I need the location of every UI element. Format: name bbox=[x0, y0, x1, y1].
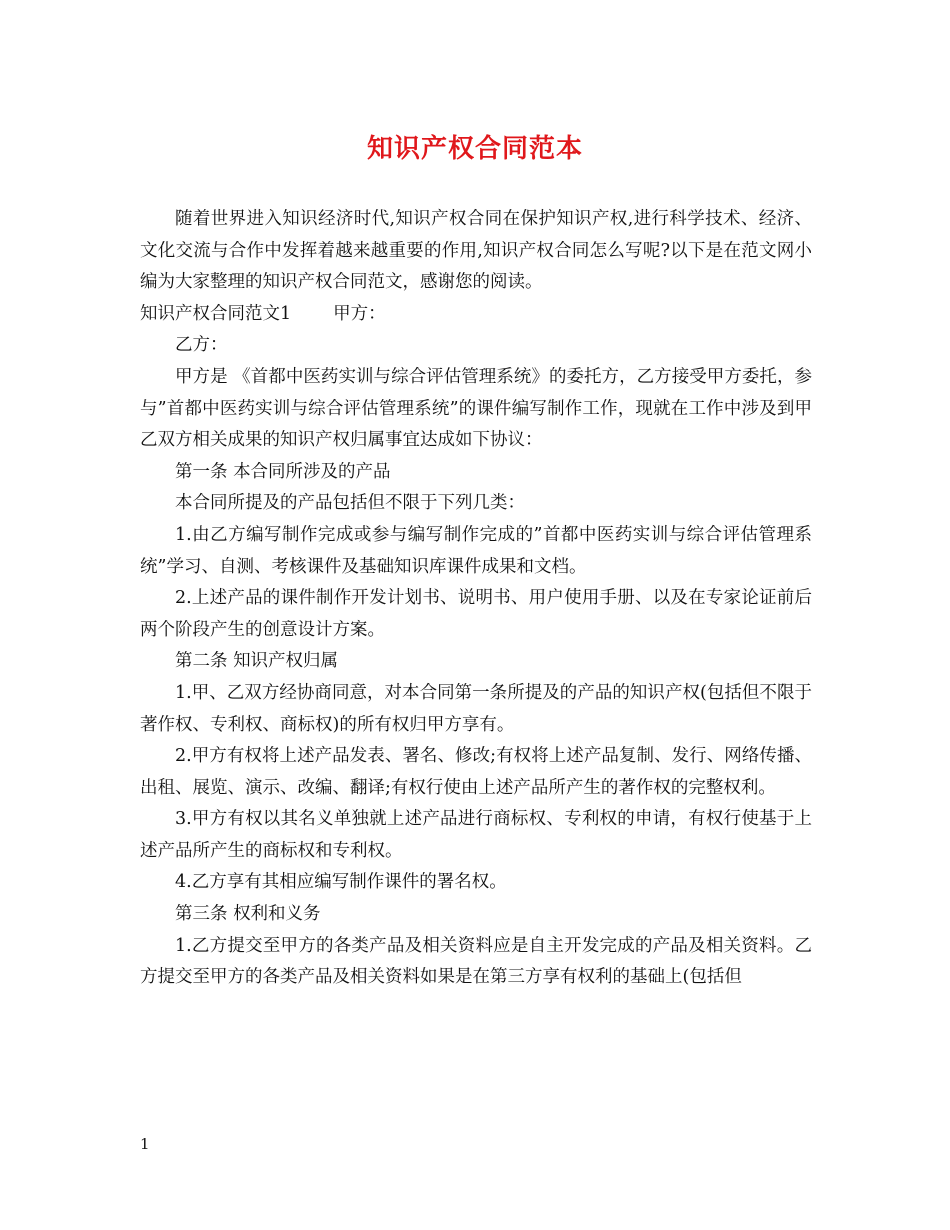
document-title: 知识产权合同范本 bbox=[366, 134, 583, 164]
article1-title: 第一条 本合同所涉及的产品 bbox=[175, 461, 391, 482]
intro-paragraph: 随着世界进入知识经济时代,知识产权合同在保护知识产权,进行科学技术、经济、文化交流与合作中发挥着越来越重要的作用,知识产权合同怎么写呢?以下是在范文网小编为大家整理的知识产权合同范文，感谢您的阅读。 bbox=[140, 209, 812, 293]
article3-item1: 1.乙方提交至甲方的各类产品及相关资料应是自主开发完成的产品及相关资料。乙方提交至甲方的各类产品及相关资料如果是在第三方享有权利的基础上(包括但 bbox=[140, 935, 812, 988]
page-number: 1 bbox=[140, 1135, 150, 1153]
document-body bbox=[140, 204, 812, 994]
article2-item1: 1.甲、乙双方经协商同意，对本合同第一条所提及的产品的知识产权(包括但不限于著作权、专利权、商标权)的所有权归甲方享有。 bbox=[140, 682, 812, 735]
article2-title: 第二条 知识产权归属 bbox=[175, 651, 339, 672]
article2-item2: 2.甲方有权将上述产品发表、署名、修改;有权将上述产品复制、发行、网络传播、出租、展览、演示、改编、翻译;有权行使由上述产品所产生的著作权的完整权利。 bbox=[140, 746, 812, 798]
sample-heading-line bbox=[140, 299, 812, 331]
party-b-label: 乙方： bbox=[175, 335, 228, 356]
article1-item1: 1.由乙方编写制作完成或参与编写制作完成的”首都中医药实训与综合评估管理系统”学习、自测、考核课件及基础知识库课件成果和文档。 bbox=[140, 524, 812, 577]
preamble-paragraph: 甲方是 《首都中医药实训与综合评估管理系统》的委托方，乙方接受甲方委托，参与”首都中医药实训与综合评估管理系统”的课件编写制作工作，现就在工作中涉及到甲乙双方相关成果的知识产权归属事宜达成如下协议： bbox=[140, 366, 812, 451]
article2-item3: 3.甲方有权以其名义单独就上述产品进行商标权、专利权的申请，有权行使基于上述产品所产生的商标权和专利权。 bbox=[140, 809, 812, 861]
article1-intro: 本合同所提及的产品包括但不限于下列几类： bbox=[175, 493, 525, 514]
article1-item2: 2.上述产品的课件制作开发计划书、说明书、用户使用手册、以及在专家论证前后两个阶段产生的创意设计方案。 bbox=[140, 588, 812, 640]
article3-title: 第三条 权利和义务 bbox=[175, 904, 321, 925]
party-a-label: 甲方： bbox=[333, 303, 386, 324]
article2-item4: 4.乙方享有其相应编写制作课件的署名权。 bbox=[175, 872, 507, 893]
sample-heading: 知识产权合同范文1 bbox=[140, 303, 292, 324]
